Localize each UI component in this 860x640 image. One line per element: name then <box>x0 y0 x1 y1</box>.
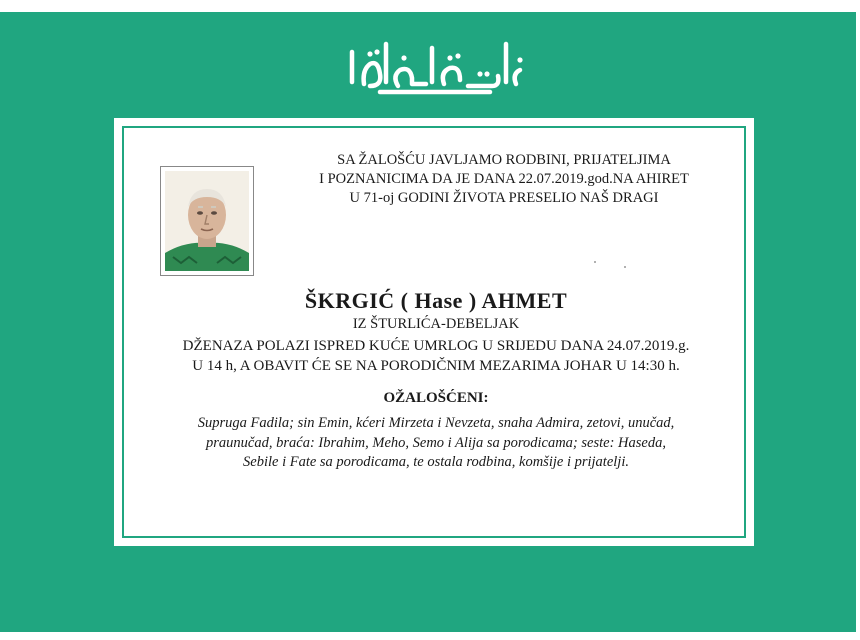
intro-text <box>274 151 734 208</box>
mourners-line: praunučad, braća: Ibrahim, Meho, Semo i Alija sa porodicama; seste: Haseda, <box>206 434 666 451</box>
arabic-calligraphy-logo <box>340 30 530 104</box>
deceased-photo <box>160 166 254 276</box>
intro-line: I POZNANICIMA DA JE DANA 22.07.2019.god.NA AHIRET <box>319 171 689 187</box>
announcement-card <box>114 118 754 546</box>
deceased-origin: IZ ŠTURLIĆA-DEBELJAK <box>352 316 520 332</box>
mourners-line: Sebile i Fate sa porodicama, te ostala rodbina, komšije i prijatelji. <box>243 454 629 470</box>
funeral-line: U 14 h, A OBAVIT ĆE SE NA PORODIČNIM MEZARIMA JOHAR U 14:30 h. <box>192 358 680 374</box>
print-speck <box>624 266 626 268</box>
obituary-sheet <box>0 12 856 632</box>
portrait-image <box>165 171 249 271</box>
print-speck <box>594 261 596 263</box>
deceased-name: ŠKRGIĆ ( Hase ) AHMET <box>304 288 568 313</box>
intro-line: SA ŽALOŠĆU JAVLJAMO RODBINI, PRIJATELJIMA <box>337 152 671 168</box>
mourners-list <box>124 414 748 473</box>
funeral-line: DŽENAZA POLAZI ISPRED KUĆE UMRLOG U SRIJEDU DANA 24.07.2019.g. <box>182 338 690 354</box>
funeral-details <box>124 336 748 376</box>
announcement-inner-border <box>122 126 746 538</box>
mourners-heading: OŽALOŠĆENI: <box>383 390 489 406</box>
intro-line: U 71-oj GODINI ŽIVOTA PRESELIO NAŠ DRAGI <box>349 190 659 206</box>
mourners-line: Supruga Fadila; sin Emin, kćeri Mirzeta i Nevzeta, snaha Admira, zetovi, unučad, <box>197 415 675 431</box>
